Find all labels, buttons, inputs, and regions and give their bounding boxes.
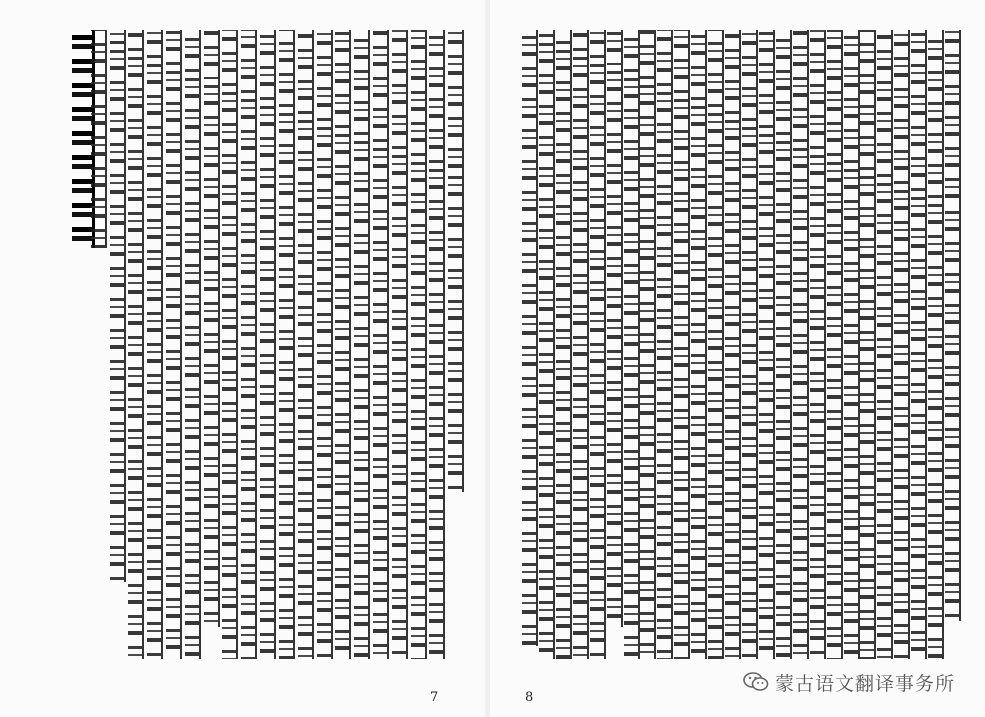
text-column: [317, 30, 333, 659]
text-column: [827, 30, 843, 659]
page-number-left: 7: [430, 690, 439, 705]
text-column: [411, 30, 427, 659]
text-column: [894, 30, 910, 659]
text-column: [354, 30, 370, 659]
text-column: [573, 30, 589, 659]
text-column: [860, 30, 876, 659]
text-column: [844, 30, 860, 659]
text-column: [742, 30, 758, 659]
page-number-right: 8: [525, 690, 534, 705]
text-column: [640, 30, 656, 659]
text-column: [429, 30, 445, 659]
right-page: [490, 0, 985, 717]
text-column: [945, 30, 961, 621]
text-column: [222, 30, 238, 659]
text-column: [128, 30, 144, 659]
text-column: [725, 30, 741, 659]
text-column: [810, 30, 826, 659]
text-column: [298, 30, 314, 659]
text-column: [392, 30, 408, 659]
text-column: [624, 30, 640, 659]
watermark-text: 蒙古语文翻译事务所: [774, 672, 955, 695]
left-page: [0, 0, 485, 717]
text-column: [590, 30, 606, 659]
text-column: [448, 30, 464, 492]
text-column: [911, 30, 927, 659]
watermark: [743, 669, 955, 695]
text-column: [759, 30, 775, 659]
text-column: [110, 30, 126, 582]
text-column: [166, 30, 182, 659]
text-column: [241, 30, 257, 659]
text-column: [279, 30, 295, 659]
text-column: [657, 30, 673, 659]
right-page-text-columns: [520, 30, 960, 672]
text-column: [691, 30, 707, 659]
text-column: [776, 30, 792, 659]
text-column: [147, 30, 163, 659]
text-column: [793, 30, 809, 659]
text-column: [522, 30, 538, 646]
text-column: [556, 30, 572, 659]
text-column: [877, 30, 893, 659]
text-column: [373, 30, 389, 659]
text-column: [708, 30, 724, 659]
text-column: [185, 30, 201, 659]
wechat-icon: [743, 671, 769, 693]
left-page-text-columns: [70, 30, 465, 672]
text-column: [260, 30, 276, 659]
text-column: [928, 30, 944, 659]
text-column: [204, 30, 220, 627]
text-column: [91, 30, 107, 248]
text-column: [607, 30, 623, 627]
text-column: [539, 30, 555, 659]
text-column: [674, 30, 690, 659]
text-column: [335, 30, 351, 659]
